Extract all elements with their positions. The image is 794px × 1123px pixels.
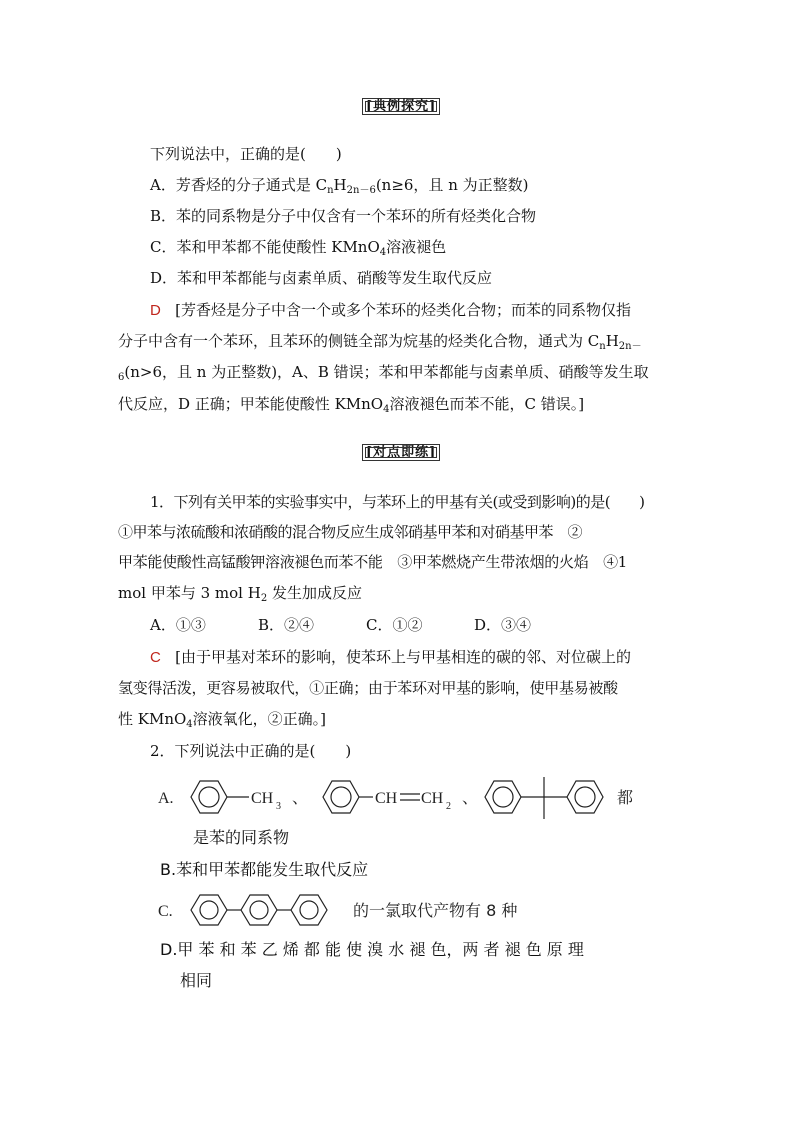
q2-option-a-line-2: 是苯的同系物 bbox=[193, 828, 290, 847]
benzene-ring-icon bbox=[191, 781, 249, 813]
explanation-text: 性 KMnO bbox=[118, 710, 187, 728]
q2-option-d-line-1: D.甲 苯 和 苯 乙 烯 都 能 使 溴 水 褪 色，两 者 褪 色 原 理 bbox=[160, 940, 584, 959]
explanation-text: 分子中含有一个苯环，且苯环的侧链全部为烷基的烃类化合物，通式为 C bbox=[118, 332, 600, 350]
explanation-text: 代反应，D 正确；甲苯能使酸性 KMnO bbox=[118, 395, 384, 413]
separator: 、 bbox=[292, 790, 309, 807]
q2-option-c-structure bbox=[155, 885, 575, 935]
option-a-tail: (n≥6，且 n 为正整数) bbox=[375, 176, 529, 194]
subscript: n bbox=[599, 341, 606, 352]
q2-stem: 2．下列说法中正确的是( ) bbox=[150, 742, 352, 760]
q1-option-d: D．③④ bbox=[474, 616, 532, 634]
q1-options bbox=[150, 615, 531, 635]
terphenyl-icon bbox=[191, 895, 327, 925]
explanation-text: [芳香烃是分子中含一个或多个苯环的烃类化合物；而苯的同系物仅指 bbox=[175, 301, 632, 319]
example-option-a bbox=[150, 175, 529, 195]
example-explanation-line-3 bbox=[118, 362, 649, 382]
q1-explanation-line-1 bbox=[150, 647, 631, 668]
option-c-label: C. bbox=[158, 903, 173, 920]
subscript: 4 bbox=[379, 247, 387, 258]
subscript: 6 bbox=[118, 372, 125, 383]
option-a-label: A. bbox=[158, 790, 174, 807]
subscript: 4 bbox=[383, 404, 390, 415]
q1-answer: C bbox=[150, 649, 161, 666]
example-option-b: B．苯的同系物是分子中仅含有一个苯环的所有烃类化合物 bbox=[150, 207, 537, 225]
option-c-text: C．苯和甲苯都不能使酸性 KMnO bbox=[150, 238, 380, 256]
statement-text: 发生加成反应 bbox=[267, 584, 362, 602]
explanation-text: [由于甲基对苯环的影响，使苯环上与甲基相连的碳的邻、对位碳上的 bbox=[175, 648, 632, 666]
subscript: 4 bbox=[186, 719, 193, 730]
option-c-tail: 的一氯取代产物有 8 种 bbox=[353, 901, 518, 920]
explanation-text: 溶液褪色而苯不能，C 错误。] bbox=[389, 395, 585, 413]
q1-explanation-line-2: 氢变得活泼，更容易被取代，①正确；由于苯环对甲基的影响，使甲基易被酸 bbox=[118, 679, 618, 697]
ch-label: CH bbox=[375, 790, 398, 807]
q2-option-d-line-2: 相同 bbox=[180, 971, 213, 990]
example-answer: D bbox=[150, 302, 161, 319]
option-c-tail: 溶液褪色 bbox=[386, 238, 447, 256]
benzene-ring-icon bbox=[323, 781, 373, 813]
subscript: 2 bbox=[260, 593, 268, 604]
subscript: 2 bbox=[446, 801, 451, 812]
q2-option-b: B.苯和甲苯都能发生取代反应 bbox=[160, 860, 369, 879]
q1-option-b: B．②④ bbox=[258, 616, 315, 634]
q2-option-a-structures bbox=[155, 767, 655, 827]
example-option-c bbox=[150, 237, 446, 257]
example-option-d: D．苯和甲苯都能与卤素单质、硝酸等发生取代反应 bbox=[150, 269, 493, 287]
example-question: 下列说法中，正确的是( ) bbox=[150, 145, 342, 163]
example-explanation-line-1 bbox=[150, 300, 631, 321]
ch3-label: CH bbox=[251, 790, 274, 807]
separator: 、 bbox=[462, 790, 479, 807]
double-bond-icon bbox=[400, 794, 420, 800]
option-a-text: A．芳香烃的分子通式是 C bbox=[150, 176, 328, 194]
q1-option-a: A．①③ bbox=[150, 616, 206, 634]
subscript: n bbox=[327, 185, 334, 196]
subscript: 3 bbox=[276, 801, 281, 812]
example-explanation-line-2 bbox=[118, 331, 642, 351]
ch2-label: CH bbox=[421, 790, 444, 807]
q1-statement-3 bbox=[118, 583, 362, 603]
h-symbol: H bbox=[605, 332, 619, 350]
benzene-ring-icon bbox=[485, 777, 603, 819]
option-a-tail: 都 bbox=[617, 790, 634, 807]
q1-statement-1: ①甲苯与浓硫酸和浓硝酸的混合物反应生成邻硝基甲苯和对硝基甲苯 ② bbox=[118, 523, 583, 541]
example-explanation-line-4 bbox=[118, 394, 584, 414]
q1-statement-2: 甲苯能使酸性高锰酸钾溶液褪色而苯不能 ③甲苯燃烧产生带浓烟的火焰 ④1 bbox=[118, 553, 628, 571]
explanation-text: (n>6，且 n 为正整数)，A、B 错误；苯和甲苯都能与卤素单质、硝酸等发生取 bbox=[124, 363, 649, 381]
section-tag-example: [典例探究] bbox=[362, 98, 440, 115]
statement-text: mol 甲苯与 3 mol H bbox=[118, 584, 261, 602]
subscript: 2n－6 bbox=[346, 185, 376, 196]
q1-option-c: C．①② bbox=[366, 616, 423, 634]
explanation-text: 溶液氧化，②正确。] bbox=[192, 710, 327, 728]
h-symbol: H bbox=[333, 176, 347, 194]
subscript: 2n－ bbox=[618, 341, 642, 352]
q1-stem: 1．下列有关甲苯的实验事实中，与苯环上的甲基有关(或受到影响)的是( ) bbox=[150, 493, 645, 511]
q1-explanation-line-3 bbox=[118, 709, 326, 729]
section-tag-practice: [对点即练] bbox=[362, 444, 440, 461]
